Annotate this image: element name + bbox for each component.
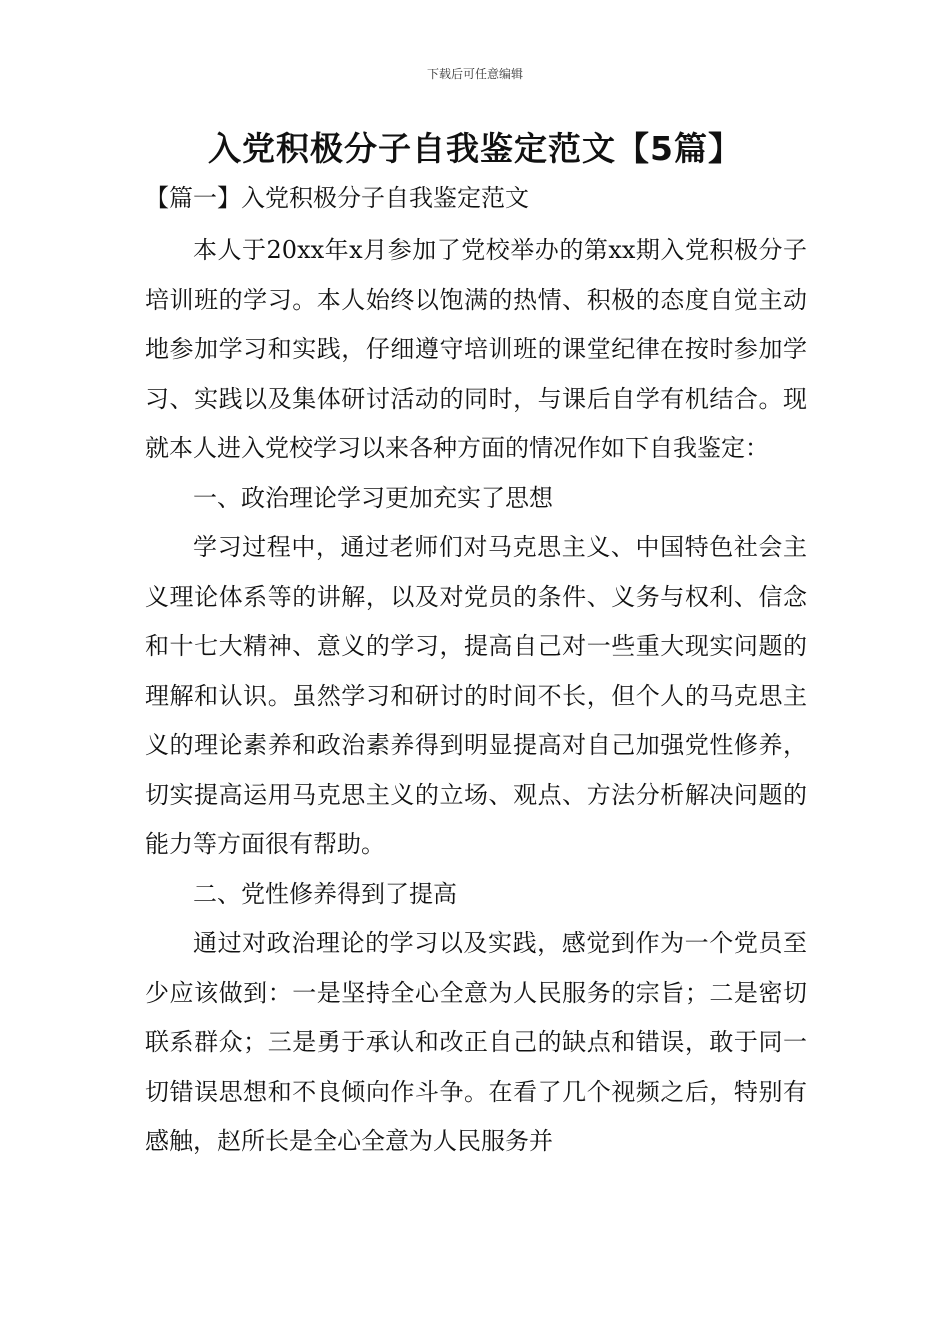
paragraph-political-theory: 学习过程中，通过老师们对马克思主义、中国特色社会主义理论体系等的讲解，以及对党员的条件、义务与权利、信念和十七大精神、意义的学习，提高自己对一些重大现实问题的理解和认识。虽然学习和研讨的时间不长，但个人的马克思主义的理论素养和政治素养得到明显提高对自己加强党性修养，切实提高运用马克思主义的立场、观点、方法分析解决问题的能力等方面很有帮助。: [145, 533, 807, 858]
paragraph-intro: 本人于20xx年x月参加了党校举办的第xx期入党积极分子培训班的学习。本人始终以饱满的热情、积极的态度自觉主动地参加学习和实践，仔细遵守培训班的课堂纪律在按时参加学习、实践以及集体研讨活动的同时，与课后自学有机结合。现就本人进入党校学习以来各种方面的情况作如下自我鉴定：: [145, 236, 807, 462]
heading-party-spirit: 二、党性修养得到了提高: [193, 879, 457, 908]
header-note: 下载后可任意编辑: [426, 67, 523, 81]
body-text: [145, 226, 807, 1167]
section-title: 【篇一】入党积极分子自我鉴定范文: [145, 184, 529, 212]
document-title: 入党积极分子自我鉴定范文【5篇】: [208, 129, 742, 168]
paragraph-party-spirit: 通过对政治理论的学习以及实践，感觉到作为一个党员至少应该做到：一是坚持全心全意为人民服务的宗旨；二是密切联系群众；三是勇于承认和改正自己的缺点和错误，敢于同一切错误思想和不良倾向作斗争。在看了几个视频之后，特别有感触，赵所长是全心全意为人民服务并: [145, 929, 807, 1155]
heading-political-theory: 一、政治理论学习更加充实了思想: [193, 483, 553, 512]
